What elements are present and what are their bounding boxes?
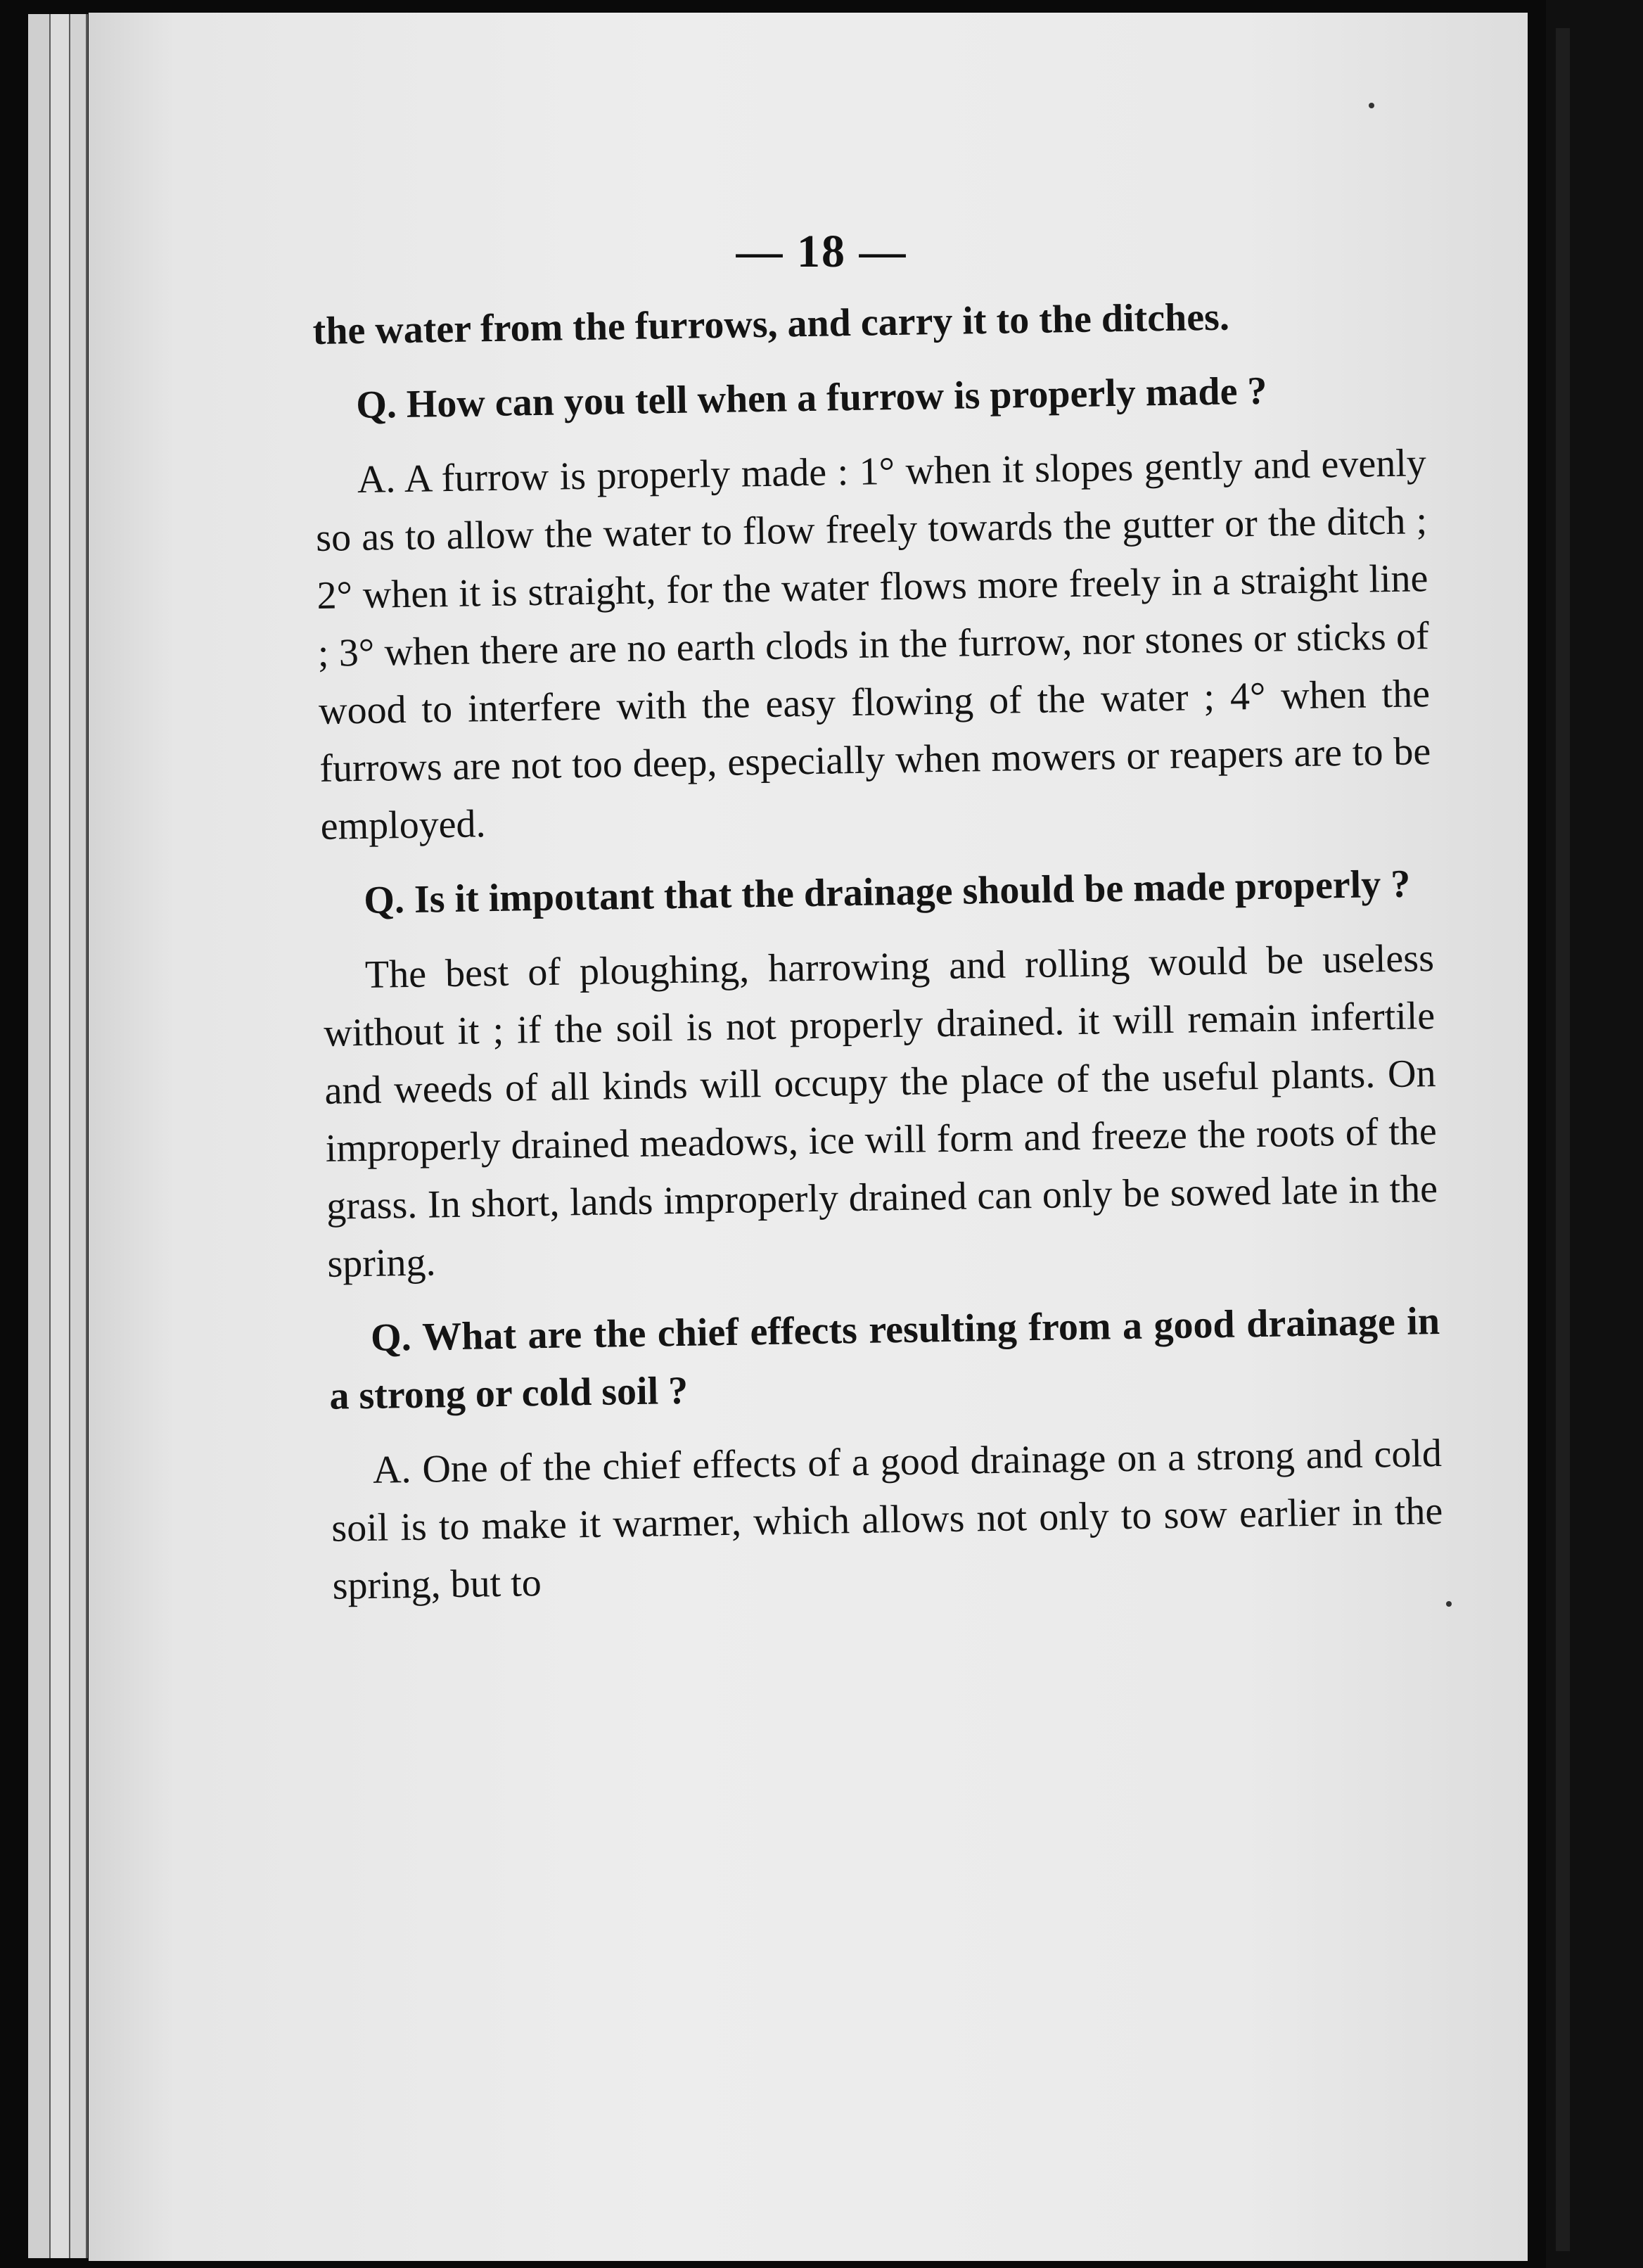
page-number: — 18 — xyxy=(736,226,907,277)
page-body-text xyxy=(312,285,1444,1632)
page-edge xyxy=(51,14,69,2258)
facing-page-sliver xyxy=(1556,28,1570,2251)
question-paragraph: Q. How can you tell when a furrow is properly made ? xyxy=(355,369,1267,428)
answer-paragraph: The best of ploughing, harrowing and rolling would be useless without it ; if the soil is not properly drained. it will remain infertile and weeds of all kinds will occupy the place of the useful plants. On improperly drained meadows, ice will form and freeze the roots of the grass. In short, lands improperly drained can only be sowed late in the spring. xyxy=(323,936,1438,1286)
question-paragraph: Q. What are the chief effects resulting from a good drainage in a strong or cold soil ? xyxy=(328,1299,1440,1418)
ink-speck xyxy=(1446,1601,1452,1607)
question-paragraph: Q. Is it impoιtant that the drainage should be made properly ? xyxy=(363,862,1411,922)
ink-speck xyxy=(1369,103,1374,108)
page-edge-line xyxy=(86,14,88,2258)
answer-paragraph: A. A furrow is properly made : 1° when it slopes gently and evenly so as to allow the water to flow freely towards the gutter or the ditch ; 2° when it is straight, for the water flows more freely in a straight line ; 3° when there are no earth clods in the furrow, nor stones or sticks of wood to interfere with the easy flowing of the water ; 4° when the furrows are not too deep, especially when mowers or reapers are to be employed. xyxy=(315,441,1431,848)
page-edge xyxy=(70,14,86,2258)
page-edge xyxy=(28,14,49,2258)
answer-paragraph: A. One of the chief effects of a good drainage on a strong and cold soil is to make it warmer, which allows not only to sow earlier in the spring, but to xyxy=(331,1431,1443,1608)
paragraph-continuation: the water from the furrows, and carry it to the ditches. xyxy=(312,295,1230,353)
